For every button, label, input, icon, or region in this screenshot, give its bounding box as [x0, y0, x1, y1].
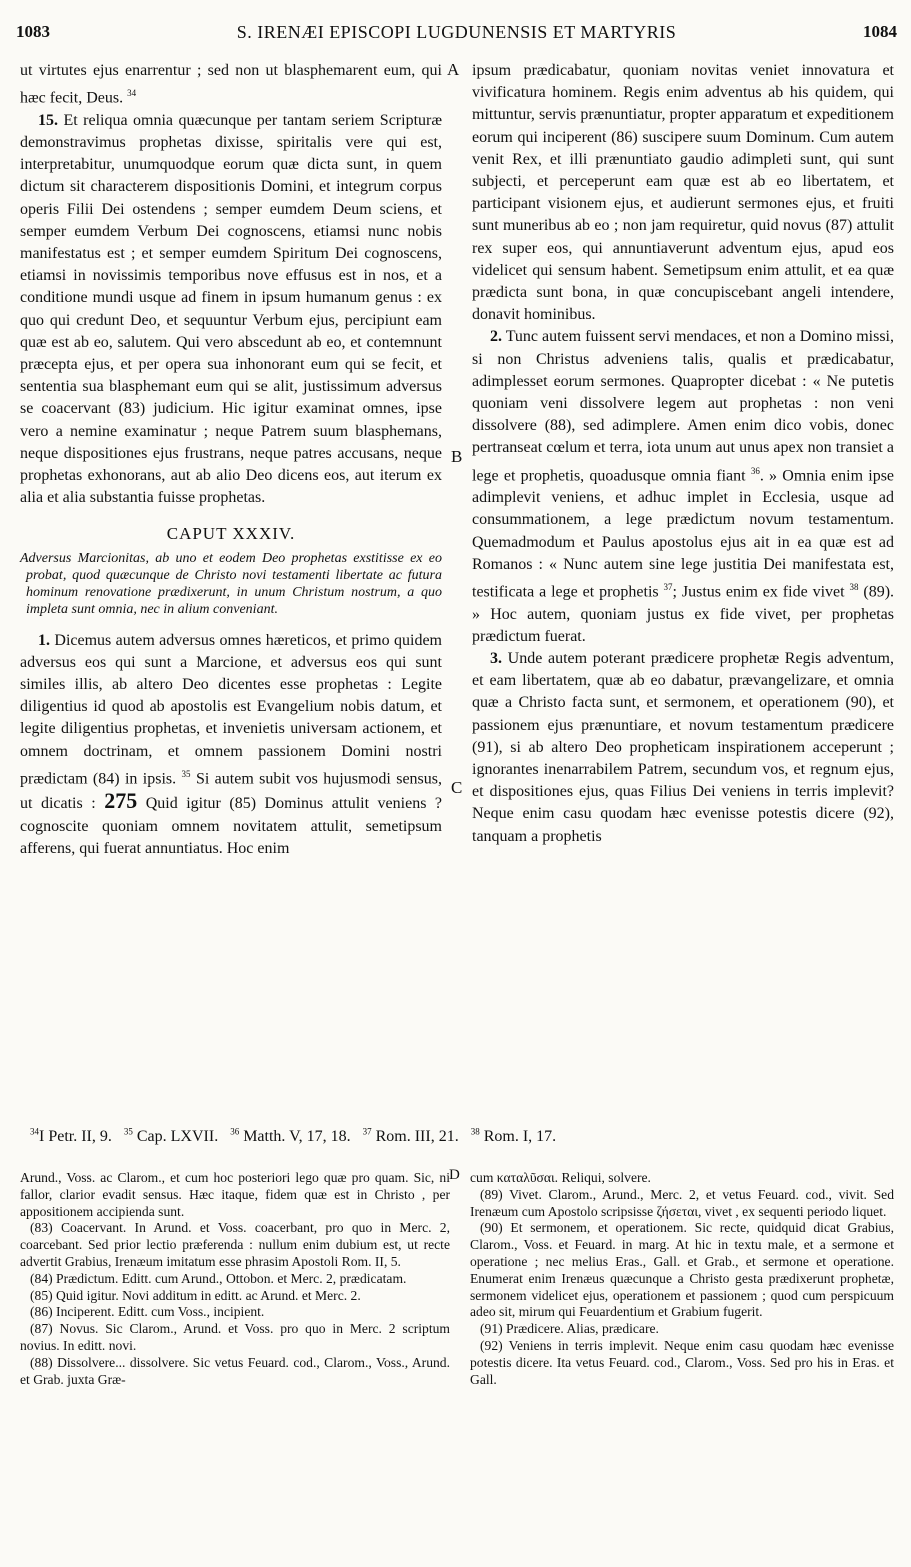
left-column	[20, 60, 442, 860]
right-paragraph-2: 2. Tunc autem fuissent servi mendaces, et non a Domino missi, si non Christus adveniens talis, qualis et prædicabatur, adimplesset eorum sermones. Quapropter dicebat : « Ne putetis quoniam veni dissolvere legem aut prophetas : non veni dissolvere (88), sed adimplere. Amen enim dico vobis, donec pertranseat cœlum et terra, iota unum aut unus apex non transiet a lege et prophetis, quoadusque omnia fiant $^{36}$. » Omnia enim ipse adimplevit veniens, et adhuc implet in Ecclesia, usque ad consummationem, a lege prædictum novum testamentum. Quemadmodum et Paulus apostolus ejus ait in ea quæ est ad Romanos : « Nunc autem sine lege justitia Dei manifestata est, testificata a lege et prophetis $^{37}$; Justus enim ex fide vivet $^{38}$ (89). » Hoc autem, quoniam justus ex fide vivet, per prophetas prædictum fuerat.	[472, 328, 895, 645]
footnote: (85) Quid igitur. Novi additum in editt. ac Arund. et Merc. 2.	[30, 1287, 361, 1303]
ref-marker-36: 36	[750, 465, 760, 476]
footnote: (89) Vivet. Clarom., Arund., Merc. 2, et vetus Feuard. cod., vivit. Sed Irenæum cum Apostolo scripsisse ζήσεται, vivet , ex sequenti periodo liquet.	[470, 1186, 894, 1219]
footnote: Arund., Voss. ac Clarom., et cum hoc posteriori lego quæ pro quam. Sic, ni fallor, clarior evadit sensus. Hæc itaque, fidem quæ est in Christo , per appositionem accipienda sunt.	[20, 1170, 450, 1219]
footnote: cum καταλῦσαι. Reliqui, solvere.	[470, 1170, 651, 1185]
chapter-summary: Adversus Marcionitas, ab uno et eodem Deo prophetas exstitisse ex eo probat, quod quæcunque de Christo novi testamenti libertate ac futura hominum renovatione prædixerunt, in unum Christum nostrum, a quo impleta sunt omnia, nec in alium conveniant.	[20, 550, 442, 617]
footnote: (83) Coacervant. In Arund. et Voss. coacerbant, pro quo in Merc. 2, coarcebant. Sed prior lectio præferenda : nullum enim dubium est, ut recte advertit Grabius, Irenæum imitatum esse phrasim Apostoli Rom. II, 5.	[20, 1220, 450, 1269]
margin-letter-c: C	[451, 778, 463, 797]
section-number-3: 3.	[490, 649, 502, 667]
footnotes-right	[470, 1170, 894, 1388]
ref-marker-37: 37	[663, 582, 673, 592]
margin-letter-b: B	[451, 447, 463, 466]
scripture-references	[30, 1127, 881, 1146]
footnote: (90) Et sermonem, et operationem. Sic recte, quidquid dicat Grabius, Clarom., Voss. et Feuard. in marg. At hic in textu male, et a sermone et operatione ; nec melius Eras., Gall. et Grab., et sermone et operatione. Enumerat enim Irenæus quæcunque a Christo gesta prædixerunt prophetæ, sermonem videlicet ejus, operationem et passionem ; quod cum perspicuum adeo sit, mirum qui Feuardentium et Grabium fugerit.	[470, 1220, 894, 1320]
right-column	[472, 60, 894, 848]
footnote: (86) Inciperent. Editt. cum Voss., incipient.	[30, 1304, 265, 1320]
page-number-left: 1083	[16, 22, 50, 41]
ref-marker-38: 38	[849, 582, 859, 592]
ref-marker-34: 34	[127, 88, 137, 99]
ref-marker-35: 35	[181, 768, 191, 779]
right-paragraph-1: ipsum prædicabatur, quoniam novitas veniet innovatura et vivificatura hominem. Regis enim adventus ab his quidem, qui mittuntur, servis prænuntiatur, propter apparatum et expeditionem eorum qui inciperent (86) suscipere suum Dominum. Cum autem venit Rex, et illi prænuntiato gaudio adimpleti sunt, qui sunt subjecti, et perceperunt eam quæ est ab eo libertatem, et participant visionem ejus, et audierunt sermones ejus, et fruiti sunt muneribus ab eo ; non jam requiretur, quid novus (87) attulit rex super eos, qui annuntiaverunt adventum ejus, apud eos videlicet qui sensum habent. Semetipsum enim attulit, et ea quæ prædicta sunt bona, in quæ concupiscebant angeli intendere, donavit hominibus.	[472, 62, 894, 324]
migne-column-number: 275	[104, 788, 138, 814]
page-header	[16, 22, 897, 48]
right-paragraph-3: 3. Unde autem poterant prædicere prophetæ Regis adventum, et eam libertatem, quæ ab eo dabatur, prævangelizare, et omnia quæ a Christo facta sunt, et sermonem, et operationem (90), et passionem ejus prænuntiare, et novum testamentum prædicere (91), si ab altero Deo propheticam inspirationem acceperunt ; ignorantes inenarrabilem Patrem, secundum vos, et regnum ejus, et dispositiones ejus, quas Filius Dei veniens in terris implevit? Neque enim casu quodam hæc evenisse potestis dicere (92), tanquam a prophetis	[472, 649, 894, 845]
scripture-ref: $^{34}$I Petr. II, 9.	[30, 1127, 112, 1146]
footnote: (92) Veniens in terris implevit. Neque enim casu quodam hæc evenisse potestis dicere. Ita vetus Feuard. cod., Clarom., Voss. Sed pro his in Eras. et Gall.	[470, 1337, 894, 1387]
footnote: (88) Dissolvere... dissolvere. Sic vetus Feuard. cod., Clarom., Voss., Arund. et Grab. juxta Græ-	[20, 1354, 450, 1387]
scripture-ref: $^{38}$ Rom. I, 17.	[470, 1127, 557, 1146]
section-number-1: 1.	[38, 631, 50, 649]
running-title: S. IRENÆI EPISCOPI LUGDUNENSIS ET MARTYRIS	[236, 22, 677, 42]
left-paragraph-1-caput: 1. Dicemus autem adversus omnes hæreticos, et primo quidem adversus eos qui sunt a Marcione, et adversus eos qui sunt similes illis, ab altero Deo dicentes esse prophetas : Legite diligentius id quod ab apostolis est Evangelium nobis datum, et legite diligentius prophetas, et invenietis universam actionem, et omnem doctrinam, et omnem passionem Domini nostri prædictam (84) in ipsis. $^{35}$ Si autem subit vos hujusmodi sensus, ut dicatis : 275 Quid igitur (85) Dominus attulit veniens ? cognoscite quoniam omnem novitatem attulit, semetipsum afferens, qui fuerat annuntiatus. Hoc enim	[20, 631, 443, 857]
scripture-ref: $^{35}$ Cap. LXVII.	[123, 1127, 219, 1146]
footnote: (87) Novus. Sic Clarom., Arund. et Voss. pro quo in Merc. 2 scriptum novius. In editt. novi.	[20, 1321, 450, 1353]
footnote: (84) Prædictum. Editt. cum Arund., Ottobon. et Merc. 2, prædicatam.	[30, 1270, 407, 1286]
footnotes-left	[20, 1170, 450, 1388]
chapter-heading: CAPUT XXXIV.	[166, 524, 296, 544]
section-number-15: 15.	[38, 111, 58, 129]
left-paragraph-1: ut virtutes ejus enarrentur ; sed non ut blasphemarent eum, qui hæc fecit, Deus. $^{34}$	[20, 62, 442, 107]
scripture-ref: $^{37}$ Rom. III, 21.	[362, 1127, 459, 1146]
page-number-right: 1084	[863, 22, 897, 41]
section-number-2: 2.	[490, 328, 502, 346]
scripture-ref: $^{36}$ Matth. V, 17, 18.	[230, 1127, 351, 1146]
footnote: (91) Prædicere. Alias, prædicare.	[480, 1321, 659, 1337]
margin-letter-d: D	[449, 1167, 460, 1183]
left-paragraph-15: 15. Et reliqua omnia quæcunque per tantam seriem Scripturæ demonstravimus prophetas dixisse, spiritalis vere qui est, interpretabitur, unumquodque eorum quæ dicta sunt, in quem dictum sit characterem dispositionis Domini, et integrum corpus operis Filii Dei ostendens ; semper eumdem Deum sciens, et semper eumdem Verbum Dei cognoscens, etiamsi nunc nobis manifestatus est ; et semper eumdem Spiritum Dei cognoscens, etiamsi in novissimis temporibus nove effusus est in nos, et a conditione mundi usque ad finem in ipsum humanum genus : ex quo qui credunt Deo, et sequuntur Verbum ejus, percipiunt eam quæ est ab eo, salutem. Qui vero abscedunt ab eo, et contemnunt præcepta ejus, et per opera sua inhonorant eum qui se fecit, et sententia sua blasphemant eum qui se alit, justissimum adversus se coacervant (83) judicium. Hic igitur examinat omnes, ipse vero a nemine examinatur ; neque Patrem suum blasphemans, neque dispositiones ejus frustrans, neque patres accusans, neque prophetas exhonorans, aut ab alio Deo dicens eos, aut iterum ex alia et alia substantia fuisse prophetas.	[20, 111, 443, 507]
margin-letter-a: A	[447, 60, 460, 79]
